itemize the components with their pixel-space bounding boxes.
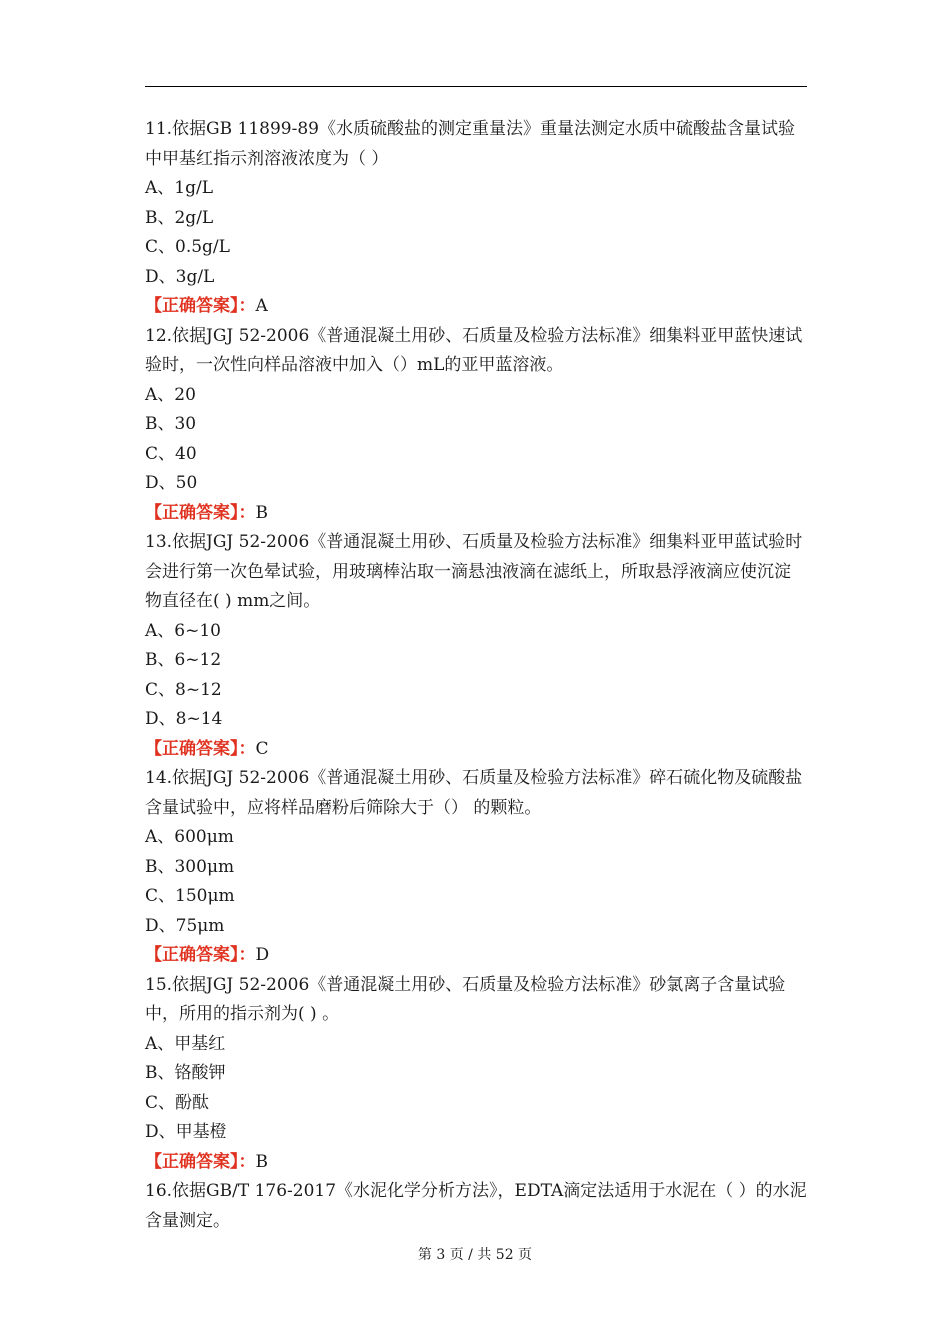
answer-label: 【正确答案】：: [145, 738, 256, 759]
question-block: [145, 322, 807, 529]
option-c: C、8~12: [145, 679, 222, 700]
question-stem: 16.依据GB/T 176-2017《水泥化学分析方法》，EDTA滴定法适用于水泥在（ ）的水泥含量测定。: [145, 1181, 807, 1231]
option-a: A、6~10: [145, 620, 221, 641]
option-c: C、150μm: [145, 886, 235, 906]
option-c: C、40: [145, 443, 197, 464]
option-d: D、75μm: [145, 915, 225, 936]
document-body: [145, 115, 807, 1236]
option-d: D、50: [145, 473, 198, 493]
question-stem: 15.依据JGJ 52-2006《普通混凝土用砂、石质量及检验方法标准》砂氯离子含量试验中，所用的指示剂为( ) 。: [145, 974, 786, 1024]
correct-answer: [145, 292, 807, 322]
answer-label: 【正确答案】：: [145, 945, 256, 965]
answer-value: A: [255, 296, 268, 316]
question-stem: 14.依据JGJ 52-2006《普通混凝土用砂、石质量及检验方法标准》碎石硫化物及硫酸盐含量试验中，应将样品磨粉后筛除大于（） 的颗粒。: [145, 768, 803, 818]
answer-label: 【正确答案】：: [145, 296, 256, 316]
option-c: C、0.5g/L: [145, 237, 230, 257]
option-b: B、300μm: [145, 856, 235, 877]
question-block: [145, 764, 807, 971]
correct-answer: [145, 735, 807, 765]
answer-value: C: [255, 738, 269, 759]
question-stem: 13.依据JGJ 52-2006《普通混凝土用砂、石质量及检验方法标准》细集料亚甲蓝试验时会进行第一次色晕试验，用玻璃棒沾取一滴悬浊液滴在滤纸上，所取悬浮液滴应使沉淀物直径在( ) mm之间。: [145, 532, 803, 611]
answer-value: B: [255, 502, 268, 523]
question-block: [145, 528, 807, 764]
option-b: B、30: [145, 414, 197, 434]
answer-label: 【正确答案】：: [145, 502, 256, 523]
option-a: A、甲基红: [145, 1033, 226, 1054]
option-b: B、铬酸钾: [145, 1063, 226, 1083]
question-stem: 12.依据JGJ 52-2006《普通混凝土用砂、石质量及检验方法标准》细集料亚甲蓝快速试验时，一次性向样品溶液中加入（）mL的亚甲蓝溶液。: [145, 325, 803, 375]
page-footer: 第 3 页 / 共 52 页: [417, 1247, 533, 1263]
option-c: C、酚酞: [145, 1092, 210, 1113]
option-b: B、2g/L: [145, 207, 214, 228]
correct-answer: [145, 1148, 807, 1178]
question-block: [145, 115, 807, 322]
answer-value: B: [255, 1151, 268, 1172]
header-rule: [145, 86, 807, 87]
option-a: A、600μm: [145, 827, 234, 847]
question-block: [145, 1177, 807, 1236]
correct-answer: [145, 499, 807, 529]
answer-label: 【正确答案】：: [145, 1151, 256, 1172]
answer-value: D: [255, 945, 270, 965]
option-a: A、20: [145, 384, 196, 405]
question-stem: 11.依据GB 11899-89《水质硫酸盐的测定重量法》重量法测定水质中硫酸盐含量试验中甲基红指示剂溶液浓度为（ ）: [145, 119, 795, 169]
option-d: D、甲基橙: [145, 1122, 227, 1142]
option-d: D、8~14: [145, 709, 223, 729]
correct-answer: [145, 941, 807, 971]
option-b: B、6~12: [145, 650, 222, 670]
question-block: [145, 971, 807, 1178]
option-d: D、3g/L: [145, 266, 215, 287]
option-a: A、1g/L: [145, 178, 213, 198]
